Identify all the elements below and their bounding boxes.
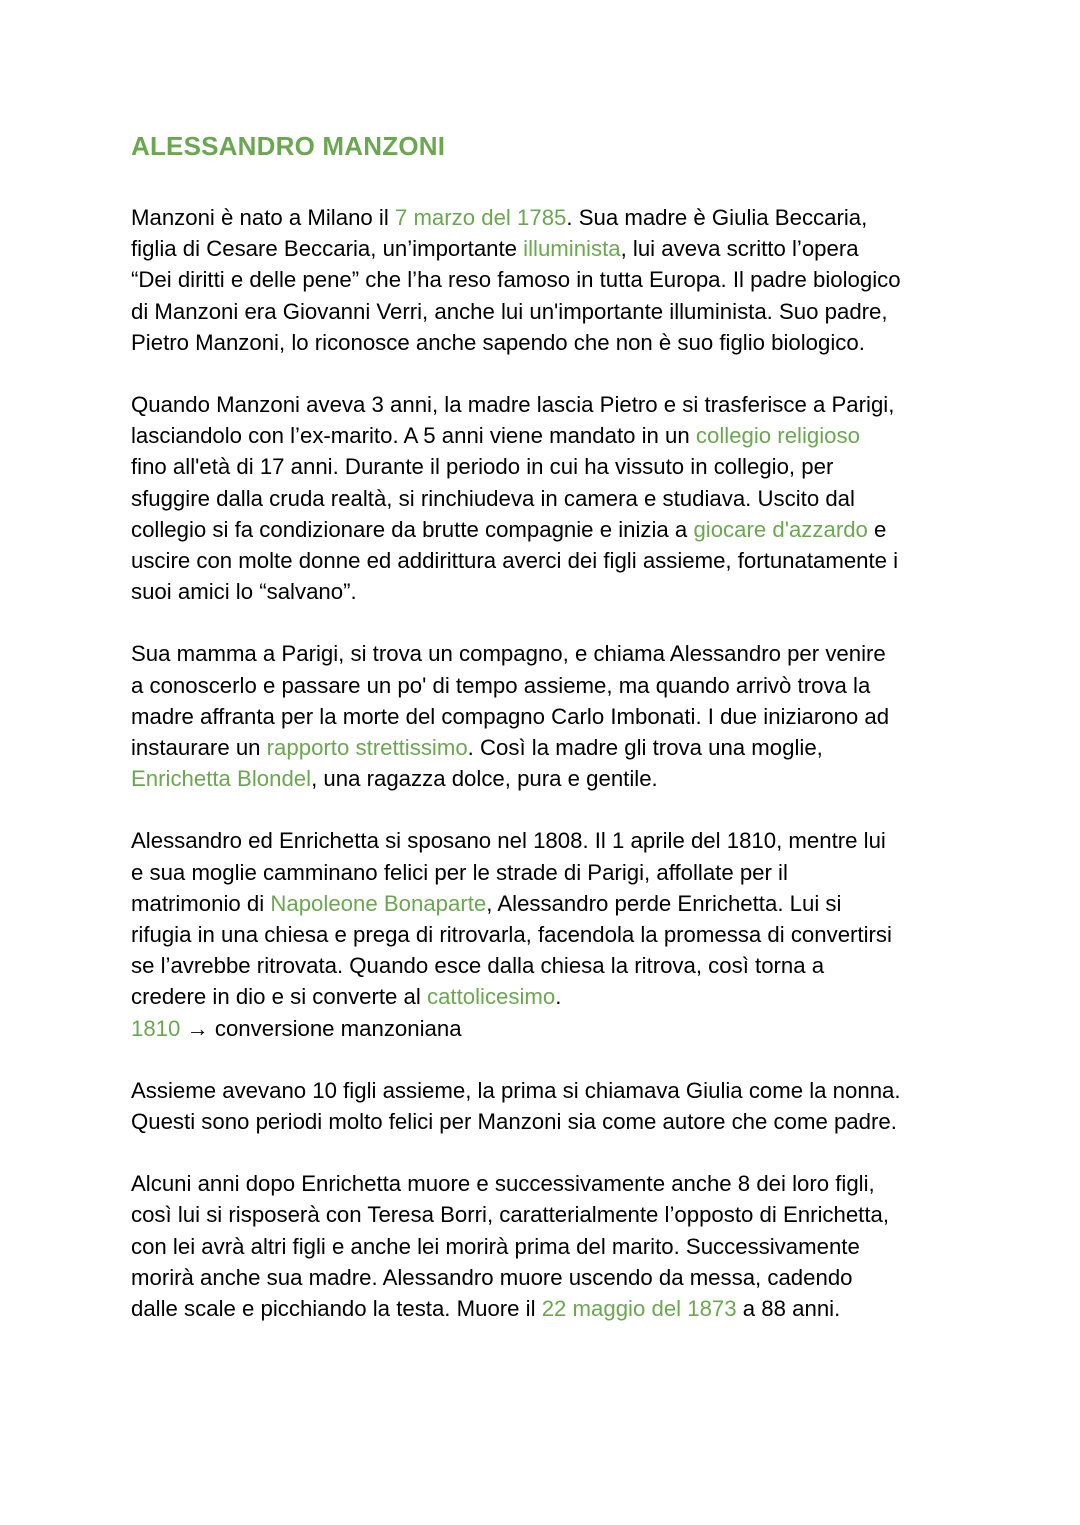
text-segment: a 88 anni.: [736, 1296, 841, 1322]
highlighted-term: 1810: [131, 1015, 181, 1041]
paragraph-children: [131, 1075, 961, 1137]
text-segment: → conversione manzoniana: [180, 1015, 462, 1041]
text-segment: , Alessandro perde Enrichetta. Lui si rifugia in una chiesa e prega di ritrovarla, facendola la promessa di convertirsi se l’avrebbe ritrovata. Quando esce dalla chiesa la ritrova, così torna a credere in dio e si converte al: [131, 890, 892, 1010]
text-segment: , lui aveva scritto l’opera “Dei diritti e delle pene” che l’ha reso famoso in tutta Europa. Il padre biologico di Manzoni era Giovanni Verri, anche lui un'importante illuminista. Suo padre, Pietro Manzoni, lo riconosce anche sapendo che non è suo figlio biologico.: [131, 236, 901, 355]
text-segment: fino all'età di 17 anni. Durante il periodo in cui ha vissuto in collegio, per sfuggire dalla cruda realtà, si rinchiudeva in camera e studiava. Uscito dal collegio si fa condizionare da brutte compagnie e inizia a: [131, 454, 855, 542]
paragraph-conversion-date: [131, 1013, 961, 1044]
text-segment: . Così la madre gli trova una moglie,: [467, 735, 823, 761]
text-segment: , una ragazza dolce, pura e gentile.: [311, 766, 658, 792]
document-title: ALESSANDRO MANZONI: [131, 131, 446, 161]
highlighted-term: rapporto strettissimo: [266, 735, 468, 761]
paragraph-childhood: [131, 389, 961, 607]
highlighted-term: illuminista: [523, 236, 621, 262]
text-segment: e uscire con molte donne ed addirittura averci dei figli assieme, fortunatamente i suoi amici lo “salvano”.: [131, 516, 899, 605]
text-segment: Alessandro ed Enrichetta si sposano nel 1808. Il 1 aprile del 1810, mentre lui e sua moglie camminano felici per le strade di Parigi, affollate per il matrimonio di: [131, 828, 886, 916]
paragraph-mother-paris: [131, 638, 961, 794]
highlighted-term: Enrichetta Blondel: [131, 766, 312, 792]
text-segment: Sua mamma a Parigi, si trova un compagno, e chiama Alessandro per venire a conoscerlo e passare un po' di tempo assieme, ma quando arrivò trova la madre affranta per la morte del compagno Carlo Imbonati. I due iniziarono ad instaurare un: [131, 641, 890, 761]
highlighted-term: collegio religioso: [695, 423, 860, 449]
highlighted-term: 7 marzo del 1785: [394, 205, 567, 230]
text-segment: Alcuni anni dopo Enrichetta muore e successivamente anche 8 dei loro figli, così lui si risposerà con Teresa Borri, caratterialmente l’opposto di Enrichetta, con lei avrà altri figli e anche lei morirà prima del marito. Successivamente morirà anche sua madre. Alessandro muore uscendo da messa, cadendo dalle scale e picchiando la testa. Muore il: [131, 1171, 890, 1322]
text-segment: Assieme avevano 10 figli assieme, la prima si chiamava Giulia come la nonna. Questi sono periodi molto felici per Manzoni sia come autore che come padre.: [131, 1077, 901, 1135]
document-page: [131, 128, 961, 1324]
highlighted-term: giocare d'azzardo: [693, 516, 868, 542]
paragraph-later-life: [131, 1168, 961, 1324]
paragraph-birth: [131, 202, 961, 358]
paragraph-marriage-conversion: [131, 825, 961, 1012]
highlighted-term: 22 maggio del 1873: [541, 1296, 737, 1322]
text-segment: . Sua madre è Giulia Beccaria, figlia di Cesare Beccaria, un’importante: [131, 205, 868, 262]
highlighted-term: cattolicesimo: [427, 984, 556, 1010]
text-segment: Manzoni è nato a Milano il: [131, 205, 395, 230]
text-segment: Quando Manzoni aveva 3 anni, la madre lascia Pietro e si trasferisce a Parigi, lasciandolo con l’ex-marito. A 5 anni viene mandato in un: [131, 392, 895, 449]
highlighted-term: Napoleone Bonaparte: [270, 890, 487, 916]
text-segment: .: [555, 984, 562, 1010]
